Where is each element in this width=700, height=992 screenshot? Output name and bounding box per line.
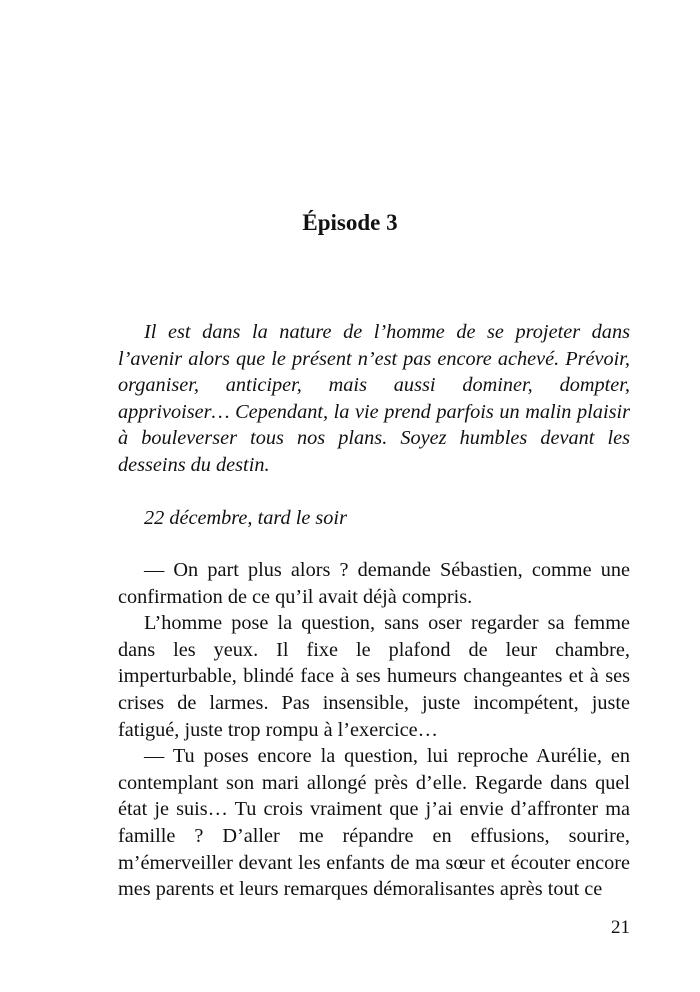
paragraph: — Tu poses encore la question, lui reproche Aurélie, en contemplant son mari allongé près d’elle. Regarde dans quel état je suis… Tu crois vraiment que j’ai envie d’affronter ma famille ? D’aller me répandre en effusions, sourire, m’émerveiller devant les enfants de ma sœur et écouter encore mes parents et leurs remarques démoralisantes après tout ce	[118, 745, 630, 901]
dateline: 22 décembre, tard le soir	[144, 507, 347, 529]
epigraph	[118, 319, 630, 479]
paragraph: — On part plus alors ? demande Sébastien, comme une confirmation de ce qu’il avait déjà compris.	[118, 559, 630, 608]
paragraph: L’homme pose la question, sans oser regarder sa femme dans les yeux. Il fixe le plafond de leur chambre, imperturbable, blindé face à ses humeurs changeantes et à ses crises de larmes. Pas insensible, juste incompétent, juste fatigué, juste trop rompu à l’exercice…	[118, 612, 630, 741]
page-number: 21	[611, 917, 630, 938]
epigraph-text: Il est dans la nature de l’homme de se projeter dans l’avenir alors que le présent n’est pas encore achevé. Prévoir, organiser, anticiper, mais aussi dominer, dompter, apprivoiser… Cependant, la vie prend parfois un malin plaisir à bouleverser tous nos plans. Soyez humbles devant les desseins du destin.	[118, 321, 630, 476]
narrative-body	[118, 557, 630, 903]
chapter-title: Épisode 3	[302, 210, 398, 235]
